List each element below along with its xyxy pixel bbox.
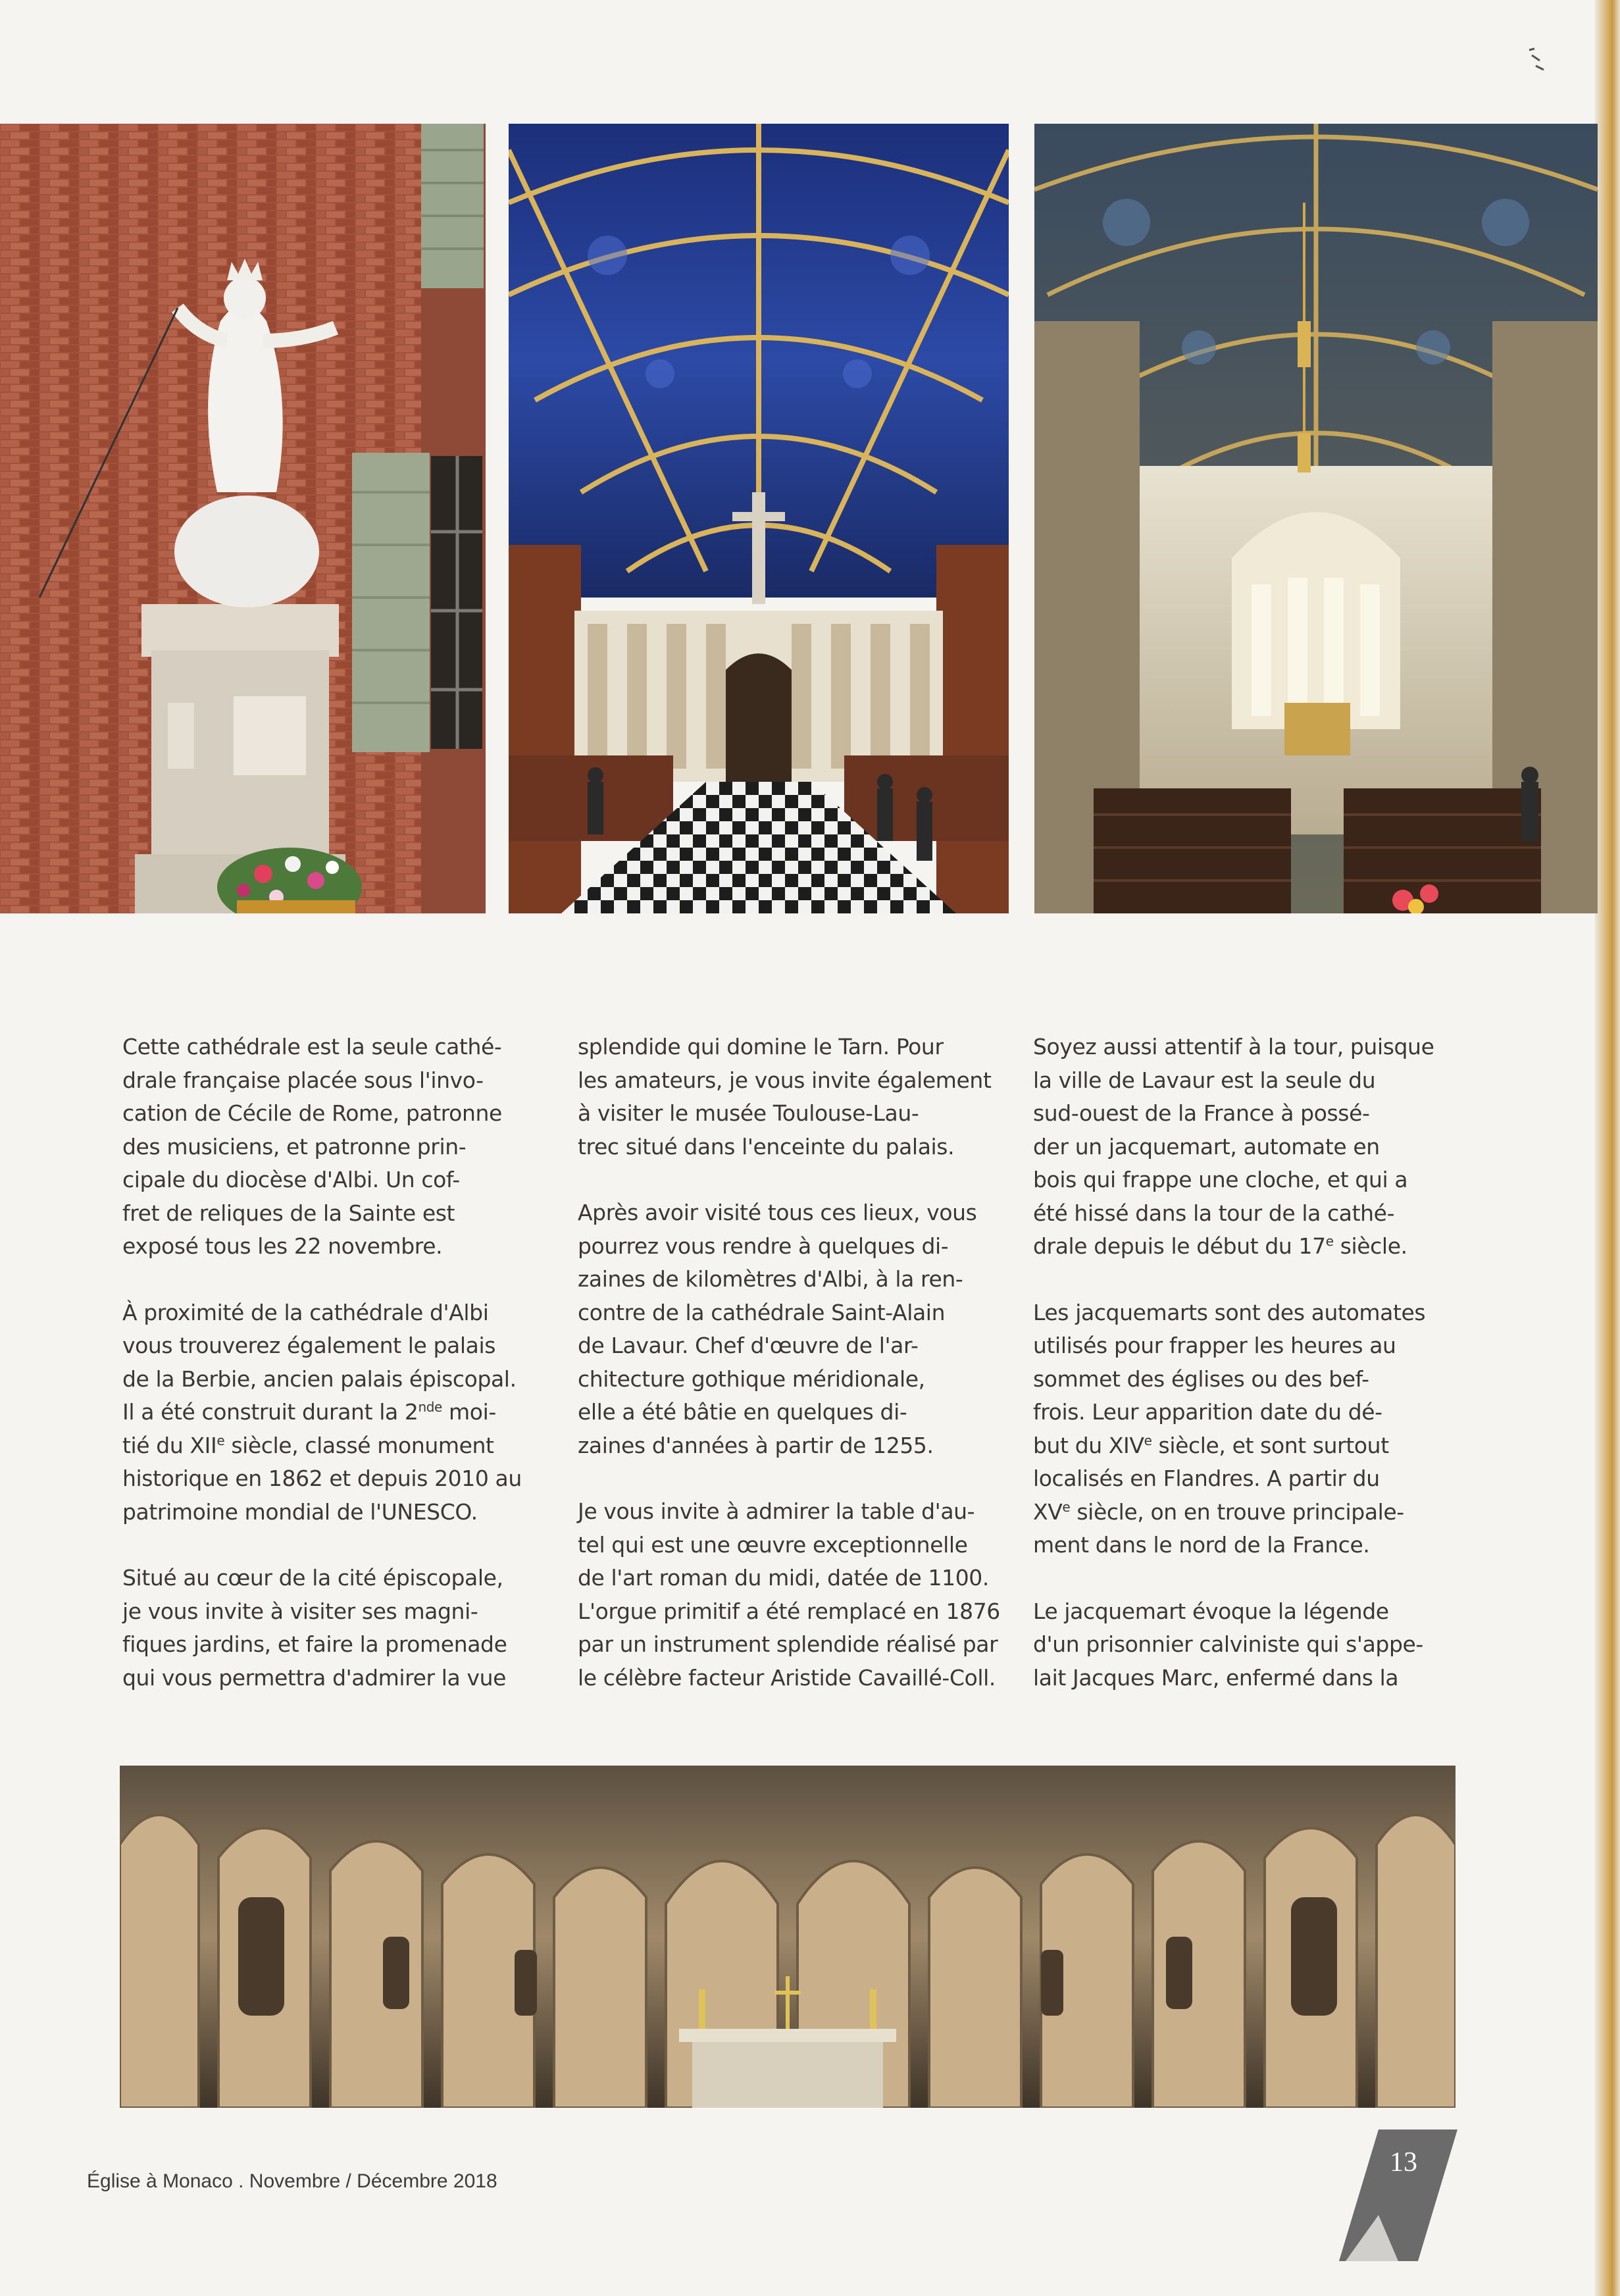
page-edge-gold-strip xyxy=(1595,0,1620,2296)
paragraph-text: moi- tié du XII xyxy=(122,1399,496,1458)
paragraph: splendide qui domine le Tarn. Pour les amateurs, je vous invite également à visiter le musée Toulouse-Lau- trec situé dans l'enceinte du palais. xyxy=(578,1034,992,1160)
paragraph xyxy=(122,1296,550,1529)
superscript: e xyxy=(1062,1498,1071,1515)
paragraph: Cette cathédrale est la seule cathé- drale française placée sous l'invo- cation de Cécile de Rome, patronne des musiciens, et patronne prin- cipale du diocèse d'Albi. Un cof- fret de reliques de la Sainte est exposé tous les 22 novembre. xyxy=(122,1034,502,1259)
corner-mark xyxy=(1527,46,1546,72)
page-number: 13 xyxy=(1390,2147,1417,2178)
text-column-1 xyxy=(122,1031,550,1695)
superscript: e xyxy=(1325,1233,1334,1249)
text-column-3 xyxy=(1033,1031,1461,1695)
paragraph-text: siècle, on en trouve principale- ment dans le nord de la France. xyxy=(1033,1498,1404,1558)
photo-choir-screen-panorama xyxy=(120,1766,1455,2108)
paragraph xyxy=(1033,1031,1461,1263)
paragraph: Le jacquemart évoque la légende d'un prisonnier calviniste qui s'appe- lait Jacques Marc, enfermé dans la xyxy=(1033,1598,1423,1691)
paragraph: Situé au cœur de la cité épiscopale, je vous invite à visiter ses magni- fiques jardins, et faire la promenade qui vous permettra d'admirer la vue xyxy=(122,1565,507,1691)
photo-albi-cathedral-interior xyxy=(509,124,1009,913)
paragraph-text: siècle. xyxy=(1333,1233,1407,1259)
paragraph-text: Soyez aussi attentif à la tour, puisque la ville de Lavaur est la seule du sud-ouest de la France à possé- der un jacquemart, automate en bois qui frappe une cloche, et qui a été hissé dans la tour de la cathé- drale depuis le début du 17 xyxy=(1033,1034,1434,1259)
paragraph-text: Les jacquemarts sont des automates utilisés pour frapper les heures au sommet des églises ou des bef- frois. Leur apparition date du dé- but du XIV xyxy=(1033,1299,1426,1458)
publication-footer: Église à Monaco . Novembre / Décembre 2018 xyxy=(87,2170,497,2192)
photo-lavaur-cathedral-interior xyxy=(1034,124,1598,913)
text-column-2 xyxy=(578,1031,1005,1695)
superscript: e xyxy=(216,1432,225,1448)
superscript: e xyxy=(1144,1432,1152,1448)
superscript: nde xyxy=(418,1399,442,1415)
paragraph: Après avoir visité tous ces lieux, vous pourrez vous rendre à quelques di- zaines de kilomètres d'Albi, à la ren- contre de la cathédrale Saint-Alain de Lavaur. Chef d'œuvre de l'ar- chitecture gothique méridionale, elle a été bâtie en quelques di- zaines d'années à partir de 1255. xyxy=(578,1200,977,1458)
paragraph-text: siècle, classé monument historique en 1862 et depuis 2010 au patrimoine mondial de l'UNESCO. xyxy=(122,1432,522,1525)
paragraph xyxy=(1033,1296,1461,1562)
paragraph-text: siècle, et sont surtout localisés en Flandres. A partir du XV xyxy=(1033,1432,1389,1525)
photo-virgin-statue xyxy=(0,124,486,913)
paragraph-text: À proximité de la cathédrale d'Albi vous trouverez également le palais de la Berbie, ancien palais épiscopal. Il a été construit durant la 2 xyxy=(122,1299,517,1425)
paragraph: Je vous invite à admirer la table d'au- tel qui est une œuvre exceptionnelle de l'art roman du midi, datée de 1100. L'orgue primitif a été remplacé en 1876 par un instrument splendide réalisé par le célèbre facteur Aristide Cavaillé-Coll. xyxy=(578,1498,1000,1691)
